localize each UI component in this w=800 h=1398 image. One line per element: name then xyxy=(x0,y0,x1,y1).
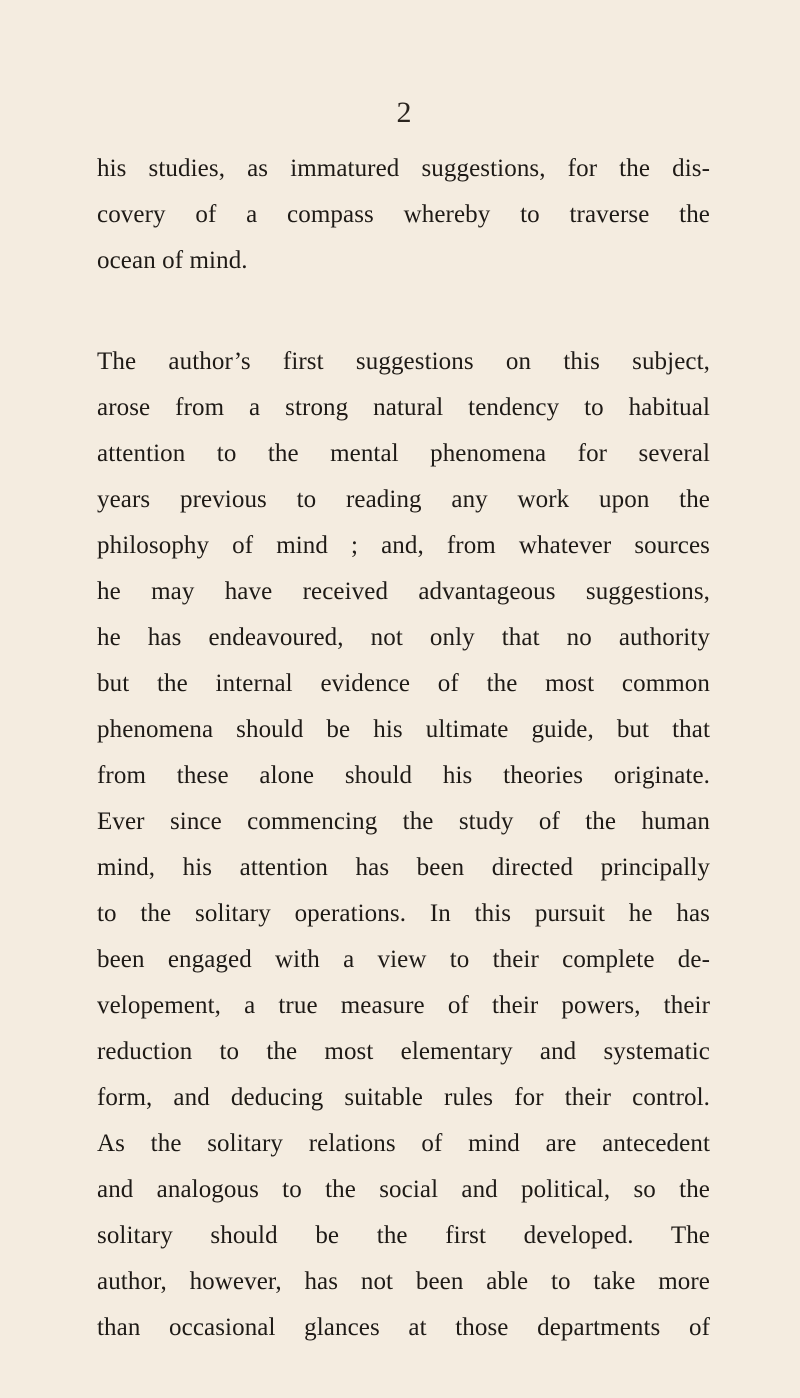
text-line: reduction to the most elementary and systematic xyxy=(97,1038,710,1065)
paragraph-2 xyxy=(97,339,710,1351)
text-line: his studies, as immatured suggestions, for the dis- xyxy=(97,155,710,182)
page-number: 2 xyxy=(396,96,412,129)
text-line: author, however, has not been able to take more xyxy=(97,1268,710,1295)
text-line: Ever since commencing the study of the human xyxy=(97,808,710,835)
text-line: attention to the mental phenomena for several xyxy=(97,440,710,467)
text-line: he may have received advantageous suggestions, xyxy=(97,578,710,605)
text-line: and analogous to the social and political, so the xyxy=(97,1176,710,1203)
text-line: covery of a compass whereby to traverse the xyxy=(97,201,710,228)
text-line: from these alone should his theories originate. xyxy=(97,762,710,789)
text-line: phenomena should be his ultimate guide, but that xyxy=(97,716,710,743)
text-line: years previous to reading any work upon the xyxy=(97,486,710,513)
text-line: than occasional glances at those departments of xyxy=(97,1314,710,1341)
text-line: he has endeavoured, not only that no authority xyxy=(97,624,710,651)
text-line: to the solitary operations. In this pursuit he has xyxy=(97,900,710,927)
text-line: velopement, a true measure of their powers, their xyxy=(97,992,710,1019)
text-line: arose from a strong natural tendency to habitual xyxy=(97,394,710,421)
text-line: As the solitary relations of mind are antecedent xyxy=(97,1130,710,1157)
text-line: but the internal evidence of the most common xyxy=(97,670,710,697)
text-line: mind, his attention has been directed principally xyxy=(97,854,710,881)
text-line: solitary should be the first developed. The xyxy=(97,1222,710,1249)
text-line: been engaged with a view to their complete de- xyxy=(97,946,710,973)
paragraph-1 xyxy=(97,146,710,284)
text-line: form, and deducing suitable rules for their control. xyxy=(97,1084,710,1111)
text-line: The author’s first suggestions on this subject, xyxy=(97,348,710,375)
text-line: philosophy of mind ; and, from whatever sources xyxy=(97,532,710,559)
text-line: ocean of mind. xyxy=(97,247,248,274)
